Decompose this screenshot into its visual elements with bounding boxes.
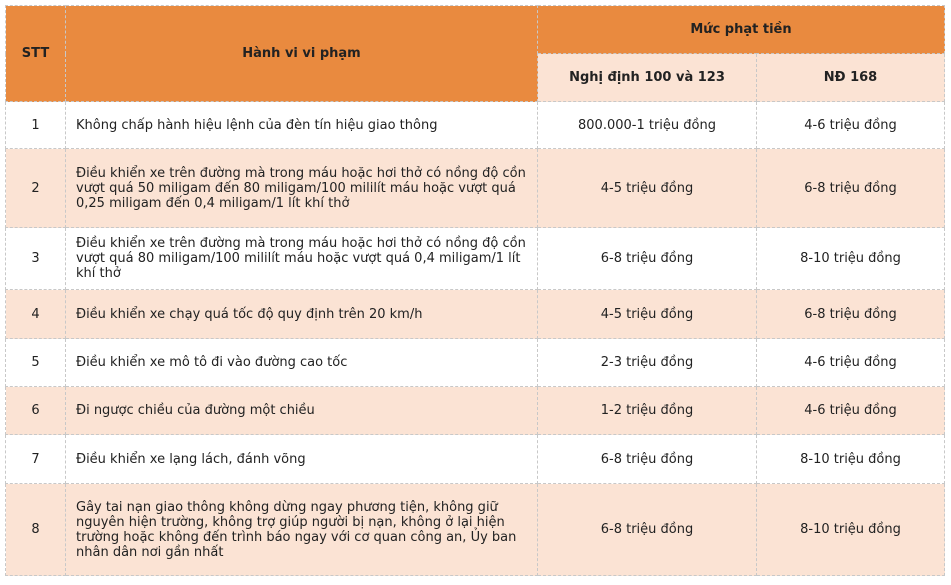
row-fine-new: 8-10 triệu đồng — [757, 435, 945, 484]
row-violation: Điều khiển xe trên đường mà trong máu hoặc hơi thở có nồng độ cồn vượt quá 80 miligam/100 mililít máu hoặc vượt quá 0,4 miligam/1 lít khí thở — [66, 228, 538, 290]
table-row — [6, 339, 945, 387]
row-fine-new: 8-10 triệu đồng — [757, 228, 945, 290]
row-fine-new: 4-6 triệu đồng — [757, 339, 945, 387]
row-fine-old: 4-5 triệu đồng — [538, 149, 757, 228]
row-fine-old: 4-5 triệu đồng — [538, 290, 757, 339]
row-violation: Gây tai nạn giao thông không dừng ngay phương tiện, không giữ nguyên hiện trường, không trợ giúp người bị nạn, không ở lại hiện trường hoặc không đến trình báo ngay với cơ quan công an, Ủy ban nhân dân nơi gần nhất — [66, 484, 538, 576]
row-fine-old: 6-8 triệu đồng — [538, 484, 757, 576]
row-fine-old: 2-3 triệu đồng — [538, 339, 757, 387]
table-row — [6, 387, 945, 435]
fine-table-container — [5, 5, 944, 576]
row-fine-new: 6-8 triệu đồng — [757, 149, 945, 228]
header-violation: Hành vi vi phạm — [66, 6, 538, 102]
fine-table — [5, 5, 945, 576]
table-row — [6, 484, 945, 576]
table-row — [6, 435, 945, 484]
row-stt: 2 — [6, 149, 66, 228]
row-stt: 8 — [6, 484, 66, 576]
table-row — [6, 228, 945, 290]
table-row — [6, 102, 945, 149]
row-stt: 4 — [6, 290, 66, 339]
row-violation: Không chấp hành hiệu lệnh của đèn tín hiệu giao thông — [66, 102, 538, 149]
row-stt: 6 — [6, 387, 66, 435]
row-violation: Điều khiển xe trên đường mà trong máu hoặc hơi thở có nồng độ cồn vượt quá 50 miligam đến 80 miligam/100 mililít máu hoặc vượt quá 0,25 miligam đến 0,4 miligam/1 lít khí thở — [66, 149, 538, 228]
row-fine-new: 4-6 triệu đồng — [757, 387, 945, 435]
row-stt: 1 — [6, 102, 66, 149]
row-fine-old: 6-8 triệu đồng — [538, 228, 757, 290]
row-fine-new: 4-6 triệu đồng — [757, 102, 945, 149]
row-stt: 7 — [6, 435, 66, 484]
table-row — [6, 290, 945, 339]
header-stt: STT — [6, 6, 66, 102]
row-violation: Điều khiển xe chạy quá tốc độ quy định trên 20 km/h — [66, 290, 538, 339]
row-fine-new: 6-8 triệu đồng — [757, 290, 945, 339]
row-stt: 5 — [6, 339, 66, 387]
row-violation: Điều khiển xe lạng lách, đánh võng — [66, 435, 538, 484]
row-stt: 3 — [6, 228, 66, 290]
row-fine-new: 8-10 triệu đồng — [757, 484, 945, 576]
table-row — [6, 149, 945, 228]
row-violation: Đi ngược chiều của đường một chiều — [66, 387, 538, 435]
row-fine-old: 800.000-1 triệu đồng — [538, 102, 757, 149]
row-fine-old: 6-8 triệu đồng — [538, 435, 757, 484]
row-fine-old: 1-2 triệu đồng — [538, 387, 757, 435]
header-decree-new: NĐ 168 — [757, 54, 945, 102]
header-fine: Mức phạt tiền — [538, 6, 945, 54]
row-violation: Điều khiển xe mô tô đi vào đường cao tốc — [66, 339, 538, 387]
header-decree-old: Nghị định 100 và 123 — [538, 54, 757, 102]
